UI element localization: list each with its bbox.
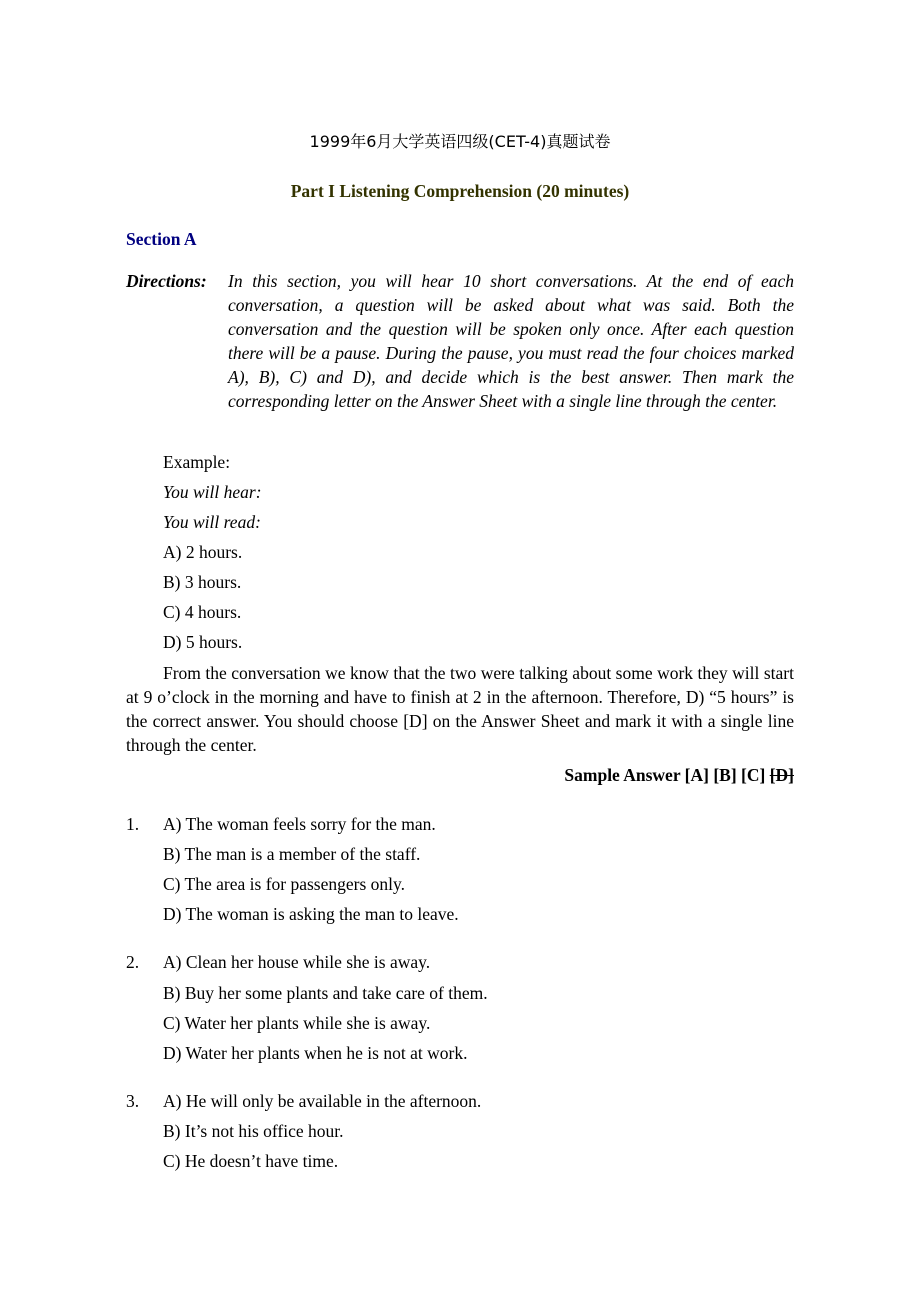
question-option: A) He will only be available in the afternoon. — [163, 1091, 482, 1111]
question-option: D) Water her plants when he is not at work. — [163, 1043, 468, 1063]
example-choice: B) 3 hours. — [163, 572, 242, 592]
part-heading: Part I Listening Comprehension (20 minutes) — [290, 181, 630, 201]
example-label: Example: — [163, 452, 231, 472]
question-option: B) It’s not his office hour. — [163, 1121, 344, 1141]
you-will-read-label: You will read: — [163, 512, 261, 532]
question-option: D) The woman is asking the man to leave. — [163, 904, 459, 924]
sample-answer-marked: [D] — [769, 765, 794, 785]
sample-answer-label: Sample Answer [A] [B] [C] — [564, 765, 770, 785]
example-choice: A) 2 hours. — [163, 542, 243, 562]
question-option: A) Clean her house while she is away. — [163, 952, 431, 972]
question-option: C) The area is for passengers only. — [163, 874, 406, 894]
example-explanation: From the conversation we know that the two were talking about some work they will start at 9 o’clock in the morning and have to finish at 2 in the afternoon. Therefore, D) “5 hours” is the correct answer. You should choose [D] on the Answer Sheet and mark it with a single line through the center. — [126, 663, 794, 755]
directions-label: Directions: — [126, 271, 207, 291]
directions-text: In this section, you will hear 10 short conversations. At the end of each conversation, a question will be asked about what was said. Both the conversation and the question will be spoken only once. After each question there will be a pause. During the pause, you must read the four choices marked A), B), C) and D), and decide which is the best answer. Then mark the corresponding letter on the Answer Sheet with a single line through the center. — [228, 271, 794, 411]
question-number: 3. — [126, 1091, 140, 1111]
section-heading: Section A — [126, 229, 197, 249]
sample-answer — [564, 764, 794, 786]
question-number: 2. — [126, 952, 140, 972]
document-title: 1999年6月大学英语四级(CET-4)真题试卷 — [309, 132, 611, 151]
question-option: B) Buy her some plants and take care of them. — [163, 983, 488, 1003]
example-choice: C) 4 hours. — [163, 602, 242, 622]
question-option: B) The man is a member of the staff. — [163, 844, 421, 864]
question-option: C) Water her plants while she is away. — [163, 1013, 431, 1033]
question-number: 1. — [126, 814, 140, 834]
example-choice: D) 5 hours. — [163, 632, 243, 652]
question-option: C) He doesn’t have time. — [163, 1151, 339, 1171]
you-will-hear-label: You will hear: — [163, 482, 262, 502]
question-option: A) The woman feels sorry for the man. — [163, 814, 436, 834]
